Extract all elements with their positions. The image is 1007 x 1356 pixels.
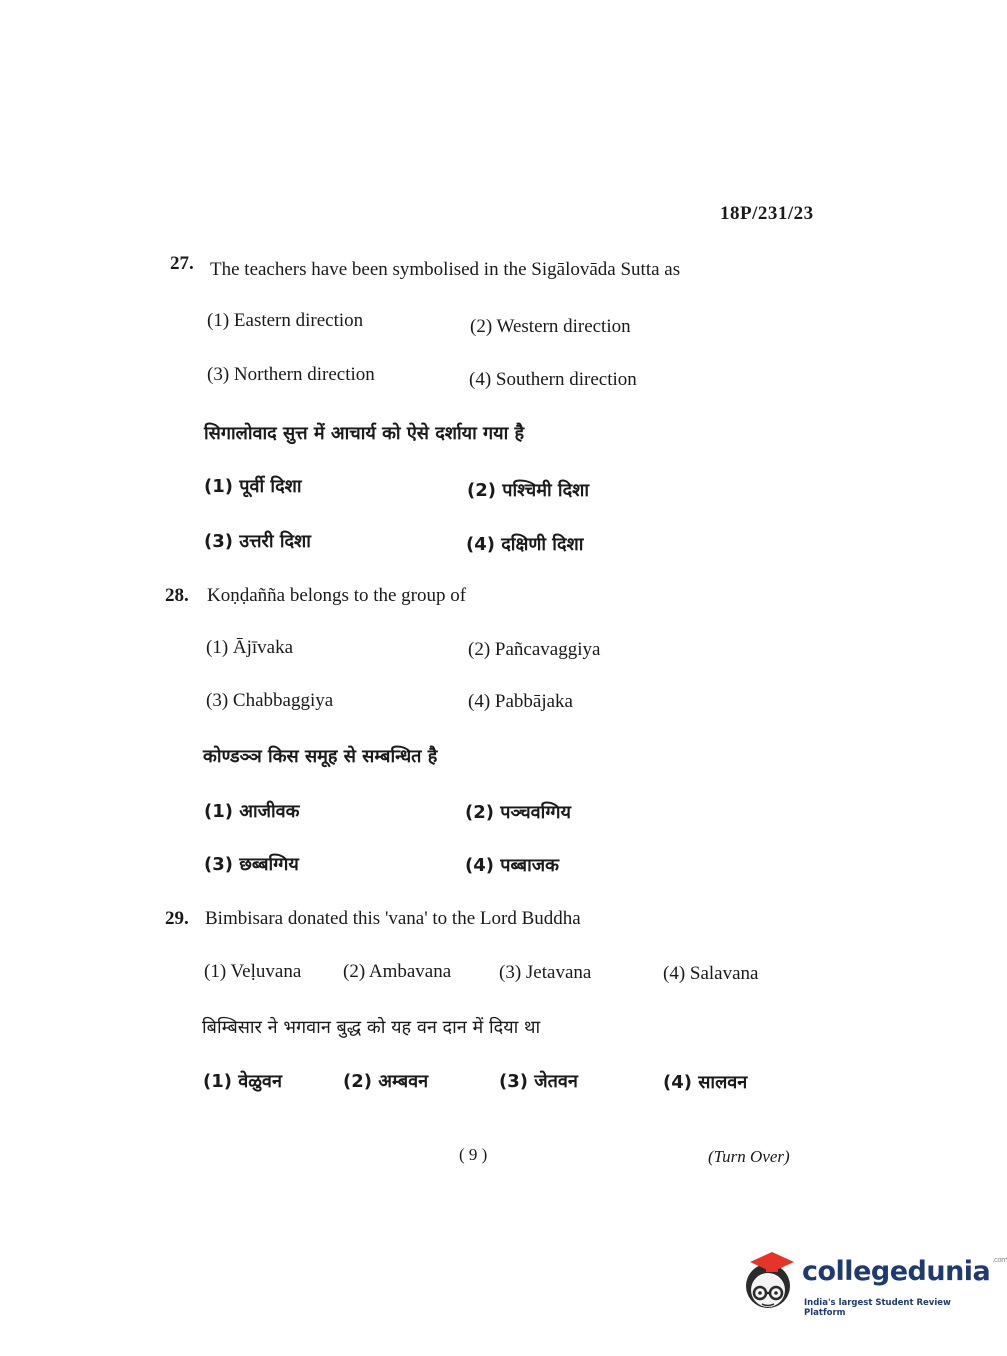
option: (2) Ambavana — [343, 961, 452, 982]
option: (2) Pañcavaggiya — [468, 639, 601, 660]
question-text-hindi: सिगालोवाद सुत्त में आचार्य को ऐसे दर्शाया गया है — [204, 423, 525, 444]
option-hindi: (4) सालवन — [663, 1072, 748, 1093]
brand-name: collegedunia $^{.com}$ — [802, 1256, 1007, 1287]
question-text: Bimbisara donated this 'vana' to the Lord Buddha — [205, 908, 581, 929]
question-text: The teachers have been symbolised in the Sigālovāda Sutta as — [210, 259, 681, 280]
option: (4) Pabbājaka — [468, 691, 573, 712]
question-number: 27. — [170, 253, 194, 274]
option: (3) Northern direction — [207, 364, 375, 385]
option-hindi: (4) पब्बाजक — [465, 855, 559, 876]
option: (3) Chabbaggiya — [206, 690, 334, 711]
option: (4) Salavana — [663, 963, 759, 984]
paper-code: 18P/231/23 — [720, 203, 814, 224]
mascot-icon — [742, 1250, 802, 1316]
question-text-hindi: बिम्बिसार ने भगवान बुद्ध को यह वन दान में दिया था — [202, 1017, 541, 1038]
option-hindi: (4) दक्षिणी दिशा — [466, 534, 584, 555]
option-hindi: (3) छब्बग्गिय — [204, 854, 299, 875]
brand-tagline: India's largest Student Review Platform — [804, 1298, 951, 1318]
option: (4) Southern direction — [469, 369, 637, 390]
option: (3) Jetavana — [499, 962, 592, 983]
option-hindi: (3) उत्तरी दिशा — [204, 531, 311, 552]
option: (1) Ājīvaka — [206, 637, 294, 658]
option: (1) Eastern direction — [207, 310, 364, 331]
question-number: 29. — [165, 908, 189, 929]
option: (1) Veḷuvana — [204, 961, 302, 982]
turn-over-note: (Turn Over) — [708, 1147, 790, 1166]
question-number: 28. — [165, 585, 189, 606]
page-number: ( 9 ) — [459, 1145, 488, 1164]
option-hindi: (3) जेतवन — [499, 1071, 578, 1092]
option-hindi: (1) वेळुवन — [203, 1071, 282, 1092]
option: (2) Western direction — [470, 316, 631, 337]
option-hindi: (2) अम्बवन — [343, 1071, 429, 1092]
option-hindi: (1) आजीवक — [204, 801, 300, 822]
collegedunia-logo[interactable] — [742, 1250, 1007, 1320]
question-text: Koṇḍañña belongs to the group of — [207, 585, 467, 606]
option-hindi: (2) पञ्चवग्गिय — [465, 802, 571, 823]
option-hindi: (2) पश्चिमी दिशा — [467, 480, 590, 501]
question-text-hindi: कोण्डञ्ञ किस समूह से सम्बन्धित है — [203, 746, 438, 767]
option-hindi: (1) पूर्वी दिशा — [204, 476, 302, 497]
